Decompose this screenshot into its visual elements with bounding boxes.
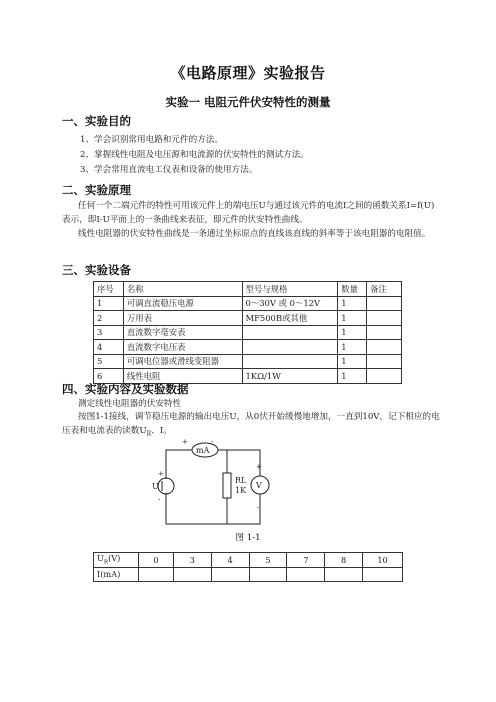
equipment-cell (367, 311, 402, 326)
equipment-cell: 直流数字毫安表 (123, 325, 242, 340)
section-heading-purpose: 一、实验目的 (62, 114, 131, 128)
equipment-cell (367, 354, 402, 369)
equipment-row (94, 296, 402, 311)
equipment-header-cell: 备注 (367, 282, 402, 297)
equipment-cell (242, 325, 338, 340)
equipment-cell (367, 325, 402, 340)
ur-unit: (V) (108, 553, 121, 564)
purpose-item: 1、学会识别常用电路和元件的方法。 (80, 135, 223, 145)
equipment-header-cell: 序号 (94, 282, 124, 297)
current-cell[interactable] (287, 567, 325, 582)
ammeter-label: mA (196, 446, 210, 455)
equipment-cell (242, 354, 338, 369)
equipment-cell: 1KΩ/1W (242, 369, 338, 384)
equipment-cell: 1 (94, 296, 124, 311)
equipment-cell (367, 296, 402, 311)
wire-top-left (166, 450, 192, 479)
voltmeter-label: V (256, 481, 262, 490)
equipment-row (94, 311, 402, 326)
wire-bottom (166, 493, 260, 524)
current-cell[interactable] (249, 567, 287, 582)
voltage-cell: 7 (287, 553, 325, 568)
resistor-symbol (223, 473, 231, 498)
equipment-table (93, 281, 402, 384)
experiment-title: 实验一 电阻元件伏安特性的测量 (165, 95, 331, 109)
voltage-cell: 8 (325, 553, 363, 568)
section-heading-equipment: 三、实验设备 (62, 263, 131, 277)
row-label-ur (94, 553, 139, 568)
voltage-cell: 5 (249, 553, 287, 568)
equipment-cell (367, 340, 402, 355)
source-minus: - (158, 496, 161, 504)
principle-paragraph: 任何一个二端元件的特性可用该元件上的端电压U与通过该元件的电流I之间的函数关系I=f(U)表示，即I-U平面上的一条曲线来表征，即元件的伏安特性曲线。 (62, 201, 435, 225)
principle-paragraph: 线性电阻器的伏安特性曲线是一条通过坐标原点的直线该直线的斜率等于该电阻器的电阻值。 (78, 229, 431, 239)
subscript-r: R (146, 430, 152, 438)
source-symbol (158, 478, 174, 494)
voltmeter-plus: + (256, 463, 262, 471)
current-cell[interactable] (363, 567, 403, 582)
resistor-label: RL (235, 476, 247, 485)
voltage-cell: 4 (211, 553, 249, 568)
wire-top-right (218, 450, 260, 476)
resistor-value: 1K (235, 486, 247, 495)
equipment-cell: 直流数字电压表 (123, 340, 242, 355)
measurement-row-current (94, 567, 403, 582)
measurement-table (93, 552, 403, 582)
ammeter-minus: - (211, 438, 214, 446)
equipment-cell: 可调电位器或滑线变阻器 (123, 354, 242, 369)
equipment-cell (242, 340, 338, 355)
content-paragraph-text: 按图1-1接线，调节稳压电源的输出电压U，从0伏开始缓慢地增加，一直到10V，记下相应的电压表和电流表的读数U (62, 412, 440, 436)
equipment-cell: 1 (338, 369, 367, 384)
voltmeter-minus: - (257, 504, 260, 512)
current-cell[interactable] (173, 567, 211, 582)
equipment-cell: 5 (94, 354, 124, 369)
equipment-cell: MF500B或其他 (242, 311, 338, 326)
ur-label: U (97, 553, 104, 564)
ammeter-plus: + (182, 438, 188, 446)
current-cell[interactable] (138, 567, 173, 582)
voltage-cell: 10 (363, 553, 403, 568)
ur-sub: R (103, 560, 109, 567)
figure-caption: 图 1-1 (235, 533, 261, 543)
source-label: U (152, 482, 159, 491)
equipment-row (94, 340, 402, 355)
equipment-cell: 0～30V 或 0～12V (242, 296, 338, 311)
voltage-cell: 0 (138, 553, 173, 568)
equipment-header-row (94, 282, 402, 297)
equipment-cell: 6 (94, 369, 124, 384)
current-cell[interactable] (211, 567, 249, 582)
purpose-item: 2、掌握线性电阻及电压源和电流源的伏安特性的测试方法。 (80, 150, 309, 160)
section-heading-principle: 二、实验原理 (62, 183, 131, 197)
equipment-cell: 2 (94, 311, 124, 326)
section-heading-content: 四、实验内容及实验数据 (62, 382, 189, 396)
equipment-cell: 线性电阻 (123, 369, 242, 384)
content-subheading: 测定线性电阻器的伏安特性 (78, 399, 182, 409)
equipment-cell: 1 (338, 296, 367, 311)
report-title: 《电路原理》实验报告 (170, 64, 326, 82)
equipment-cell: 1 (338, 325, 367, 340)
measurement-row-voltage (94, 553, 403, 568)
source-plus: + (158, 470, 164, 478)
equipment-cell (367, 369, 402, 384)
equipment-cell: 万用表 (123, 311, 242, 326)
content-paragraph-tail: 、I。 (151, 425, 172, 436)
purpose-item: 3、学会常用直流电工仪表和设备的使用方法。 (80, 165, 258, 175)
equipment-header-cell: 名称 (123, 282, 242, 297)
circuit-diagram (140, 436, 280, 528)
equipment-row (94, 325, 402, 340)
voltage-cell: 3 (173, 553, 211, 568)
equipment-cell: 3 (94, 325, 124, 340)
equipment-row (94, 354, 402, 369)
equipment-header-cell: 型号与规格 (242, 282, 338, 297)
equipment-cell: 4 (94, 340, 124, 355)
equipment-cell: 1 (338, 354, 367, 369)
equipment-cell: 可调直流稳压电源 (123, 296, 242, 311)
equipment-header-cell: 数量 (338, 282, 367, 297)
row-label-i: I(mA) (94, 567, 139, 582)
equipment-cell: 1 (338, 340, 367, 355)
equipment-cell: 1 (338, 311, 367, 326)
current-cell[interactable] (325, 567, 363, 582)
